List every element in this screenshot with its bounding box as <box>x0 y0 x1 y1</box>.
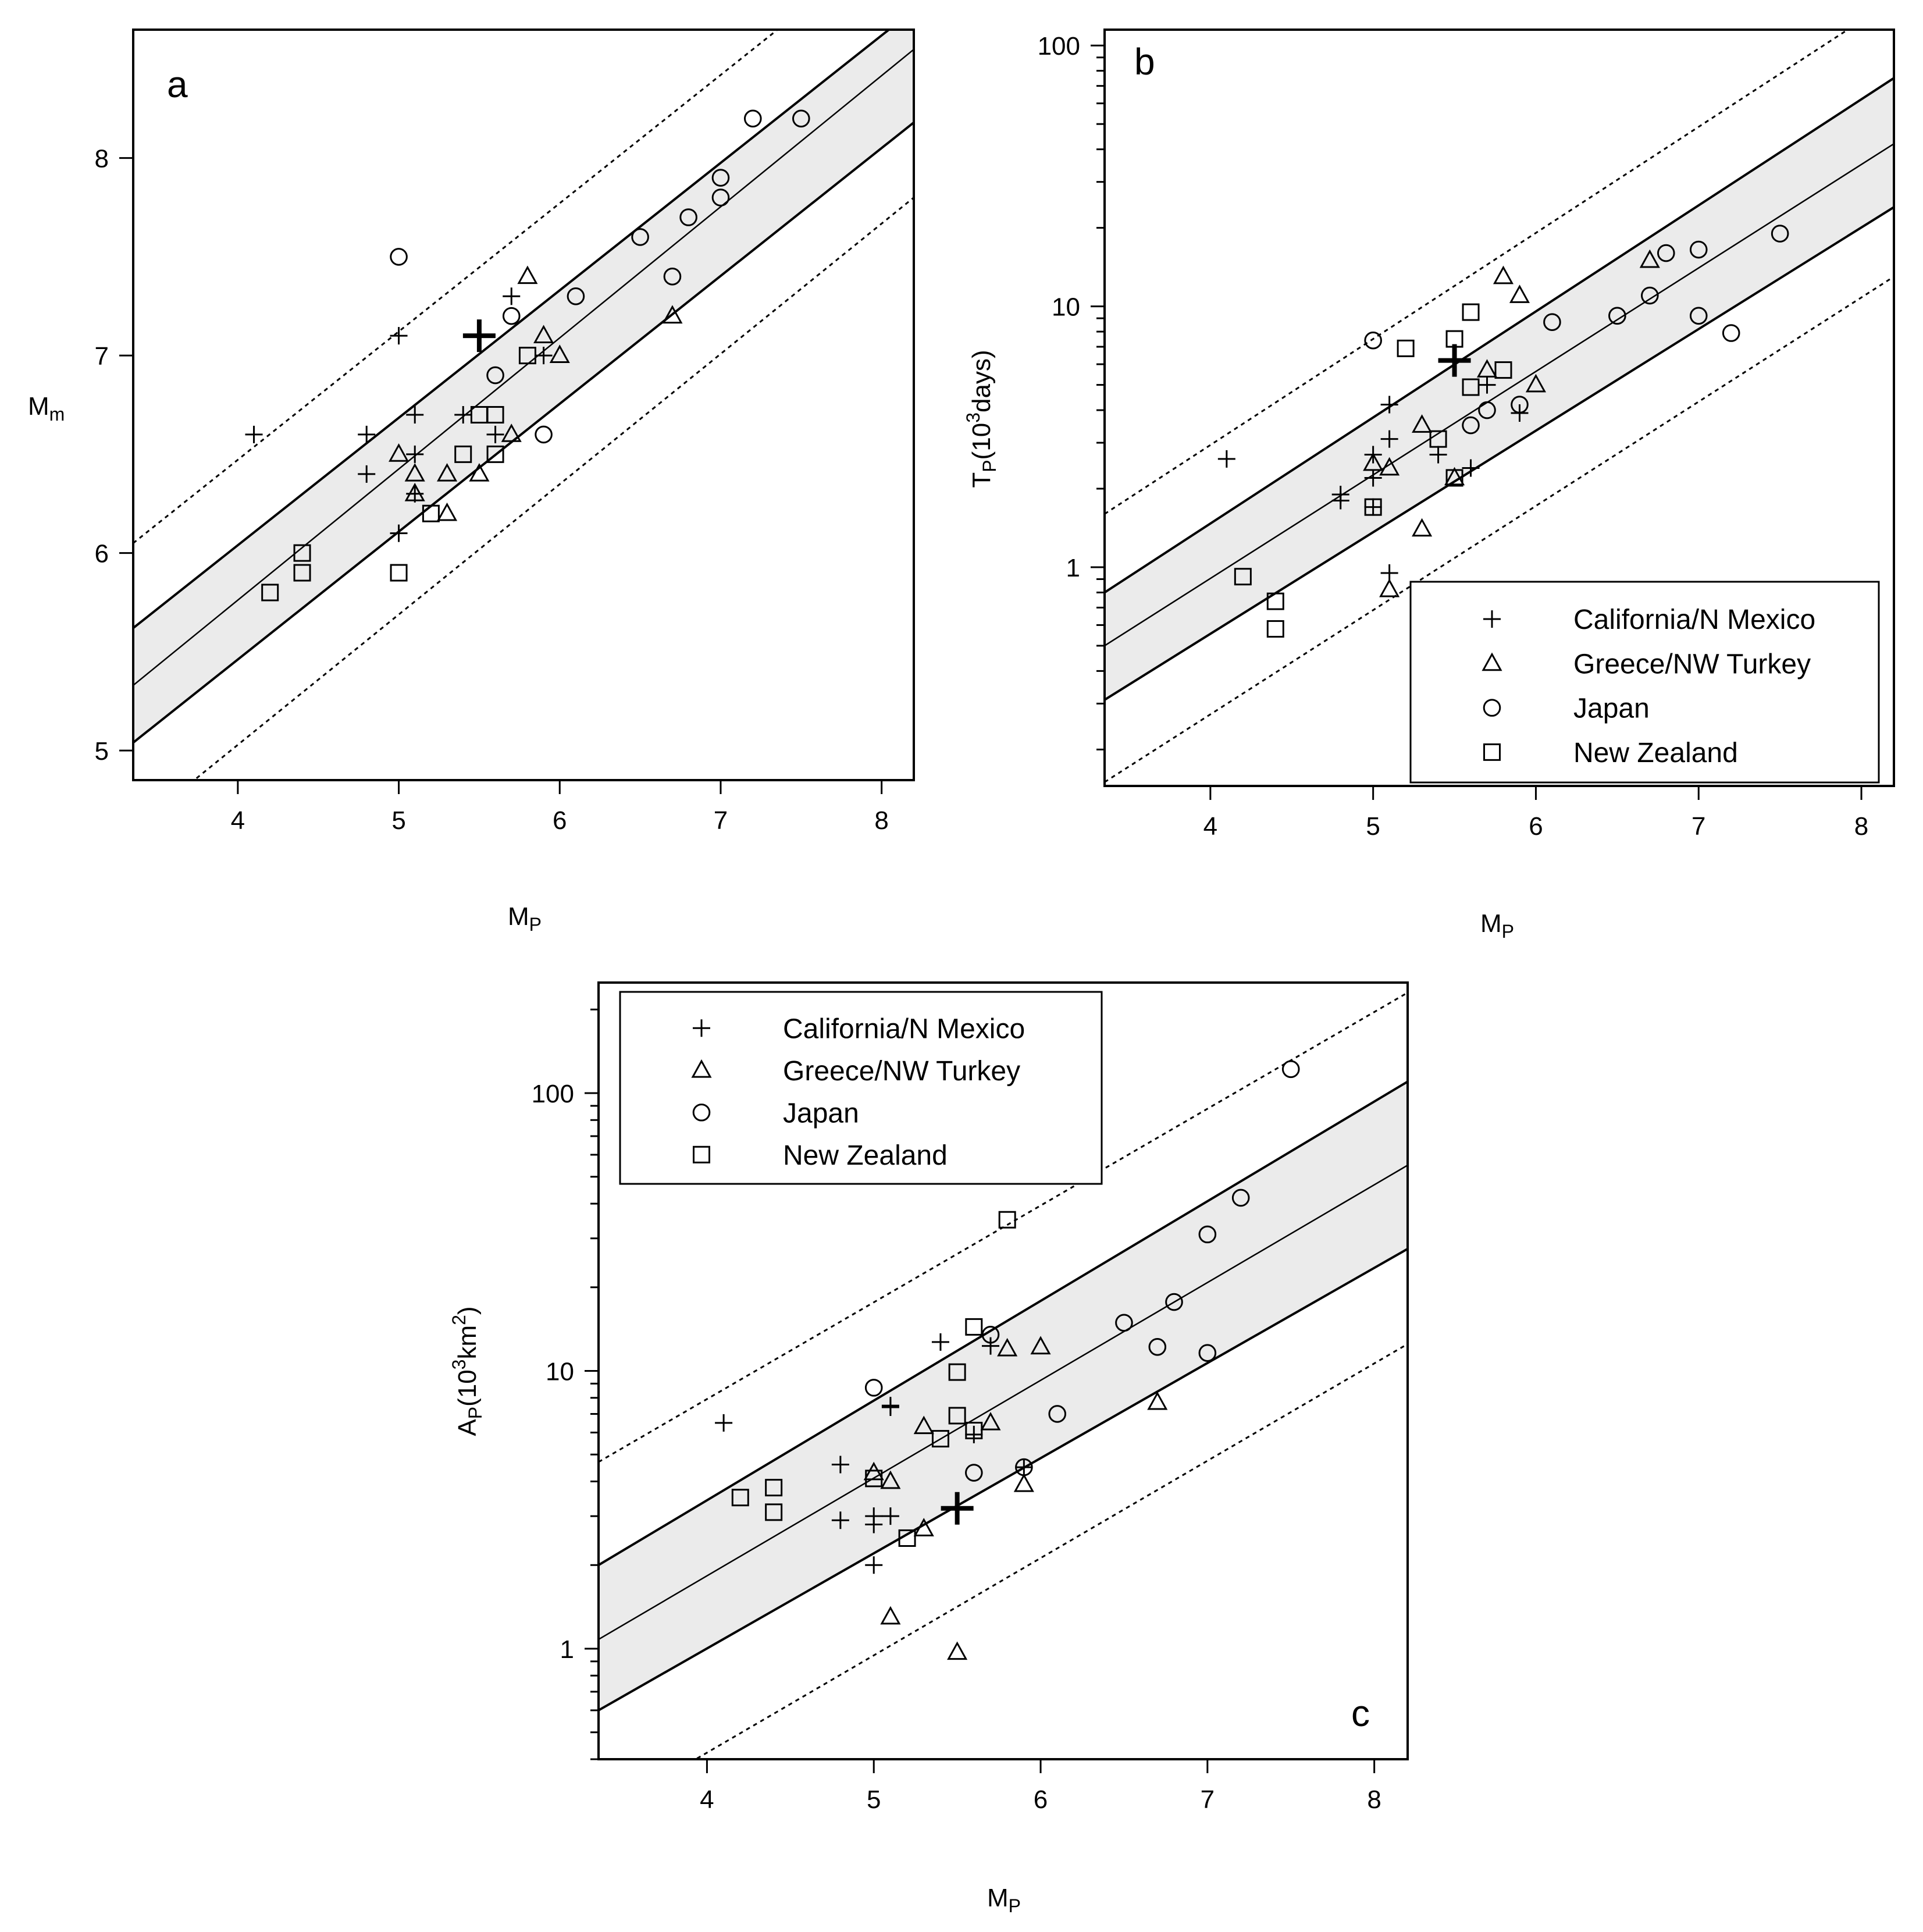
square-point <box>1267 621 1283 637</box>
x-axis-label-c: $M_P$ <box>987 1884 1021 1916</box>
panel-label-c: c <box>1351 1692 1370 1734</box>
legend-label: Japan <box>1573 693 1650 724</box>
panel-b <box>963 0 1894 942</box>
legend-c <box>620 992 1102 1184</box>
legend-label: Greece/NW Turkey <box>783 1055 1021 1087</box>
triangle-point <box>1381 581 1398 596</box>
x-tick-label: 5 <box>866 1785 881 1814</box>
legend-label: New Zealand <box>1573 737 1738 768</box>
plus-point <box>1218 450 1235 468</box>
legend-label: California/N Mexico <box>783 1013 1025 1045</box>
confidence-upper-line <box>133 10 914 628</box>
triangle-point <box>1494 268 1512 283</box>
legend-label: California/N Mexico <box>1573 604 1816 636</box>
triangle-point <box>439 504 456 520</box>
triangle-point <box>1015 1475 1032 1491</box>
y-axis-label-b: $T_P(10^3days)$ <box>963 350 1000 488</box>
circle-point <box>1283 1061 1299 1077</box>
y-tick-label: 10 <box>546 1357 574 1386</box>
legend-label: Greece/NW Turkey <box>1573 649 1811 680</box>
circle-point <box>745 111 761 127</box>
square-point <box>1398 340 1413 356</box>
triangle-point <box>519 268 536 283</box>
x-axis-label-a: $M_P$ <box>508 902 542 935</box>
x-tick-label: 6 <box>1529 812 1543 841</box>
legend-label: Japan <box>783 1098 859 1129</box>
y-tick-label: 100 <box>531 1080 574 1109</box>
plus-point <box>245 426 263 443</box>
prediction-upper-line <box>133 0 914 543</box>
x-tick-label: 4 <box>1203 812 1218 841</box>
square-point <box>966 1319 982 1335</box>
x-tick-label: 4 <box>230 806 245 835</box>
confidence-lower-line <box>599 1249 1408 1710</box>
circle-point <box>866 1380 882 1396</box>
plus-point <box>932 1333 949 1351</box>
circle-point <box>503 308 519 324</box>
regression-line <box>133 49 914 685</box>
x-tick-label: 7 <box>1200 1785 1215 1814</box>
y-axis-label-c: $A_P(10^3km^2)$ <box>448 1306 486 1436</box>
panel-label-a: a <box>167 63 188 105</box>
y-tick-label: 100 <box>1037 32 1080 61</box>
panel-a <box>28 0 914 935</box>
circle-point <box>1723 325 1739 341</box>
square-point <box>1463 304 1479 320</box>
square-point <box>999 1212 1015 1227</box>
y-tick-label: 10 <box>1052 293 1080 322</box>
circle-point <box>536 426 552 443</box>
legend-b <box>1411 582 1879 782</box>
prediction-lower-line <box>133 198 914 830</box>
plus-point <box>715 1414 732 1432</box>
x-tick-label: 7 <box>1691 812 1706 841</box>
y-axis-label-a: $M_m$ <box>28 392 65 425</box>
confidence-lower-line <box>133 123 914 743</box>
legend-label: New Zealand <box>783 1140 948 1171</box>
regression-line <box>599 1165 1408 1639</box>
x-tick-label: 6 <box>1033 1785 1048 1814</box>
x-tick-label: 4 <box>700 1785 714 1814</box>
triangle-point <box>1511 286 1528 302</box>
triangle-point <box>882 1608 899 1624</box>
y-tick-label: 5 <box>94 737 109 766</box>
x-tick-label: 5 <box>1366 812 1380 841</box>
y-tick-label: 1 <box>1066 553 1080 582</box>
square-point <box>391 565 407 581</box>
regression-line <box>1105 144 1894 646</box>
x-tick-label: 6 <box>553 806 567 835</box>
plus-point <box>865 1556 882 1574</box>
y-tick-label: 1 <box>560 1635 574 1664</box>
circle-point <box>391 249 407 265</box>
triangle-point <box>949 1643 966 1659</box>
x-tick-label: 8 <box>1367 1785 1381 1814</box>
confidence-band <box>133 10 914 742</box>
x-tick-label: 8 <box>1854 812 1869 841</box>
x-tick-label: 7 <box>713 806 728 835</box>
x-tick-label: 8 <box>874 806 889 835</box>
plus-point <box>503 287 520 305</box>
y-tick-label: 7 <box>94 342 109 371</box>
x-tick-label: 5 <box>391 806 406 835</box>
confidence-upper-line <box>1105 78 1894 592</box>
y-tick-label: 8 <box>94 144 109 173</box>
triangle-point <box>1413 520 1431 536</box>
circle-point <box>1365 332 1381 348</box>
x-axis-label-b: $M_P$ <box>1480 909 1514 942</box>
panel-label-b: b <box>1134 41 1155 83</box>
panel-c <box>448 983 1408 1916</box>
y-tick-label: 6 <box>94 539 109 568</box>
plus-point <box>390 327 408 344</box>
